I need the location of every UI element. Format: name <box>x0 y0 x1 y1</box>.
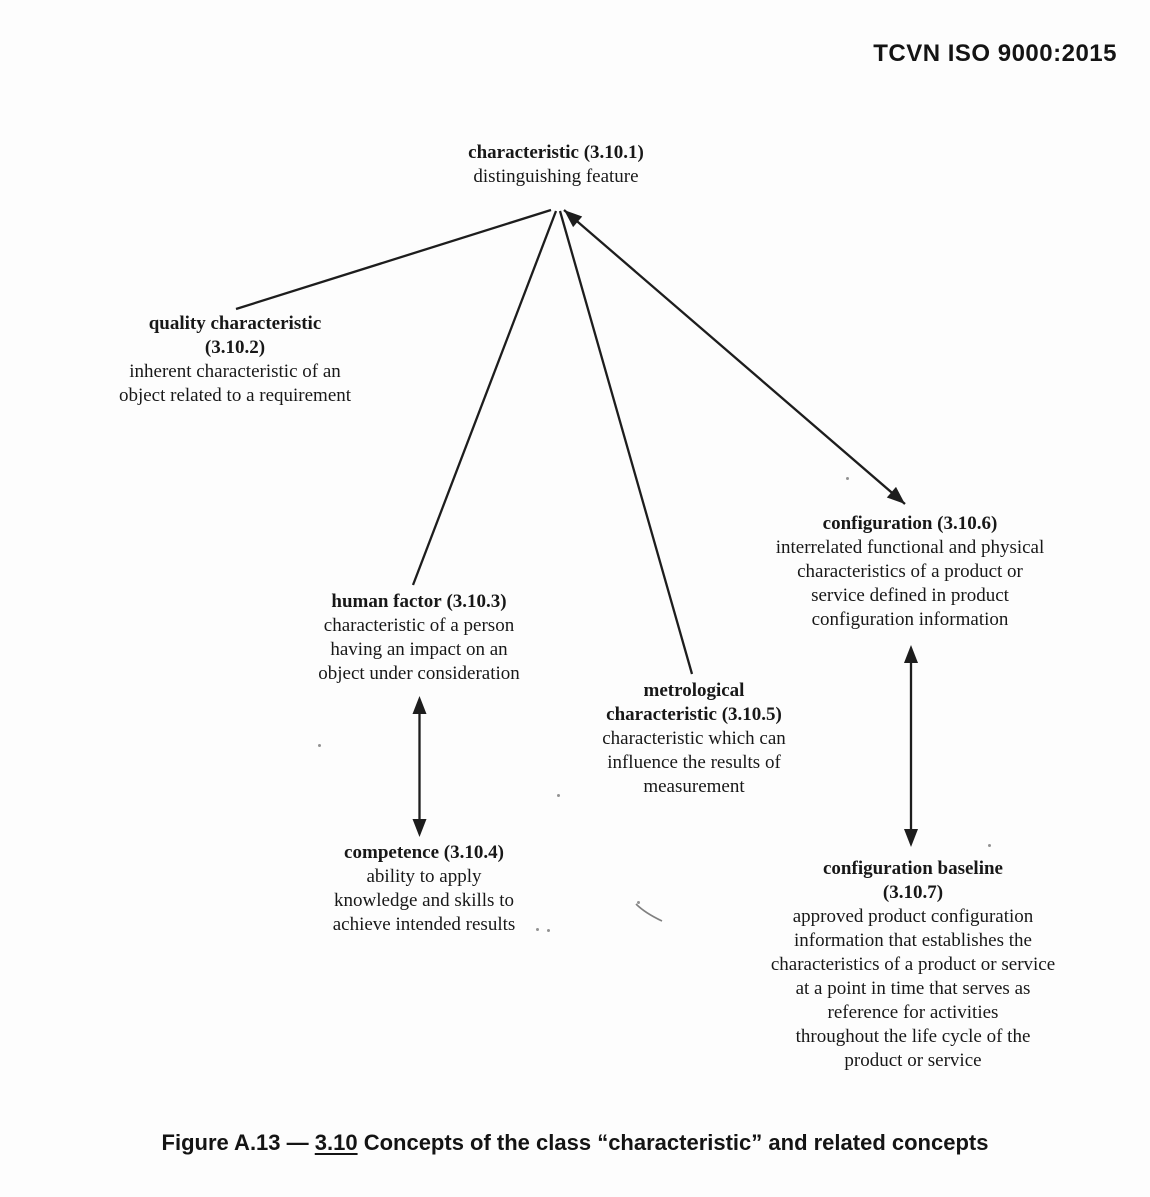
arrowhead-to-competence <box>413 819 427 837</box>
term-text: configuration <box>822 513 933 534</box>
definition-line: configuration information <box>811 609 1009 630</box>
definition-line: information that establishes the <box>794 930 1032 951</box>
scan-artifact <box>846 477 849 480</box>
arrowhead-to-configuration-top <box>904 645 918 663</box>
term-line <box>119 312 351 336</box>
clause-ref: (3.10.6) <box>937 513 998 534</box>
concept-node-metrological-characteristic <box>602 679 786 799</box>
scan-artifact-squiggle <box>636 904 662 921</box>
definition-line: object related to a requirement <box>118 385 352 406</box>
relation-line-characteristic-metrological-characteristic <box>560 211 692 674</box>
definition-line: service defined in product <box>811 585 1009 606</box>
term-line <box>602 703 786 727</box>
concept-node-characteristic <box>468 141 644 189</box>
arrowhead-to-human-factor <box>413 696 427 714</box>
definition-line: at a point in time that serves as <box>795 978 1031 999</box>
definition-line: influence the results of <box>607 752 781 773</box>
term-line <box>771 857 1055 881</box>
term-line <box>602 679 786 703</box>
clause-ref-line <box>119 336 351 360</box>
clause-ref-line <box>771 881 1055 905</box>
definition-line: inherent characteristic of an <box>129 361 341 382</box>
definition-line: characteristics of a product or <box>797 561 1023 582</box>
scan-artifact <box>536 928 539 931</box>
term-text: human factor <box>331 591 442 612</box>
term-line <box>318 590 520 614</box>
clause-ref: (3.10.4) <box>443 842 504 863</box>
scan-artifact <box>318 744 321 747</box>
concept-node-configuration <box>776 512 1045 632</box>
term-text: characteristic <box>606 704 717 725</box>
relation-line-characteristic-human-factor <box>413 211 556 585</box>
term-line <box>776 512 1045 536</box>
definition-line: having an impact on an <box>330 639 508 660</box>
definition-line: object under consideration <box>318 663 520 684</box>
clause-ref: (3.10.7) <box>882 882 944 903</box>
definition-line: approved product configuration <box>792 906 1034 927</box>
definition-line: ability to apply <box>366 866 482 887</box>
definition-line: measurement <box>643 776 745 797</box>
term-text: quality characteristic <box>148 313 322 334</box>
scan-artifact <box>637 901 640 904</box>
clause-ref: (3.10.2) <box>204 337 266 358</box>
definition-line: throughout the life cycle of the <box>795 1026 1031 1047</box>
scan-artifact <box>557 794 560 797</box>
term-line <box>468 141 644 165</box>
definition-line: product or service <box>844 1050 982 1071</box>
term-text: configuration baseline <box>823 858 1003 879</box>
caption-prefix: Figure A.13 — <box>161 1130 315 1155</box>
caption-clause-link[interactable]: 3.10 <box>314 1130 358 1155</box>
concept-node-quality-characteristic <box>119 312 351 408</box>
scan-artifact <box>547 929 550 932</box>
caption-suffix: Concepts of the class “characteristic” and related concepts <box>357 1130 989 1155</box>
definition-line: characteristic of a person <box>323 615 515 636</box>
clause-ref: (3.10.1) <box>583 142 644 163</box>
definition-line: reference for activities <box>827 1002 999 1023</box>
arrowhead-to-configuration-baseline <box>904 829 918 847</box>
definition-line: achieve intended results <box>332 914 516 935</box>
concept-node-competence <box>333 841 516 937</box>
concept-node-configuration-baseline <box>771 857 1055 1073</box>
term-text: characteristic <box>468 142 579 163</box>
relation-line-characteristic-quality-characteristic <box>236 210 551 309</box>
clause-ref: (3.10.3) <box>446 591 507 612</box>
document-header: TCVN ISO 9000:2015 <box>873 40 1117 67</box>
clause-ref: (3.10.5) <box>721 704 782 725</box>
concept-node-human-factor <box>318 590 520 686</box>
scan-artifact <box>988 844 991 847</box>
arrowhead-to-configuration <box>887 487 905 504</box>
definition-line: distinguishing feature <box>473 166 639 187</box>
term-text: metrological <box>643 680 745 701</box>
relation-arrow-characteristic-configuration <box>564 210 905 504</box>
definition-line: characteristics of a product or service <box>770 954 1056 975</box>
figure-caption <box>0 1130 1150 1156</box>
term-line <box>333 841 516 865</box>
arrowhead-to-characteristic <box>564 210 582 227</box>
definition-line: knowledge and skills to <box>334 890 514 911</box>
definition-line: interrelated functional and physical <box>775 537 1045 558</box>
term-text: competence <box>344 842 440 863</box>
definition-line: characteristic which can <box>602 728 786 749</box>
